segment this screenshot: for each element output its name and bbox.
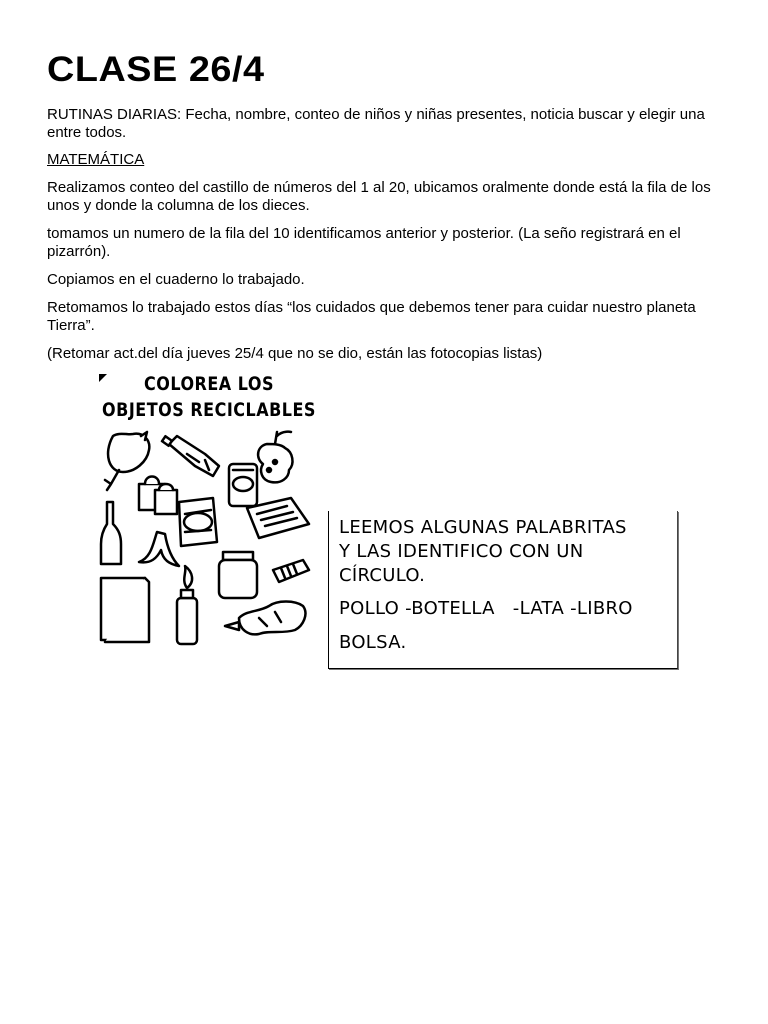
- apple-core-icon: [258, 432, 292, 483]
- box-line-words: POLLO -BOTELLA -LATA -LIBRO: [339, 598, 633, 619]
- worksheet-image: [99, 374, 319, 646]
- box-line-bolsa: BOLSA.: [339, 632, 407, 653]
- worksheet-title-line1: COLOREA LOS: [143, 372, 275, 395]
- worksheet-title-line2: OBJETOS RECICLABLES: [102, 398, 316, 421]
- jar-icon: [219, 552, 257, 598]
- banana-peel-icon: [139, 532, 179, 566]
- soda-can-icon: [229, 464, 257, 506]
- paragraph-retomar: (Retomar act.del día jueves 25/4 que no se dio, están las fotocopias listas): [47, 345, 543, 362]
- shopping-bags-icon: [139, 477, 177, 515]
- box-line-1: LEEMOS ALGUNAS PALABRITAS: [339, 517, 627, 538]
- reading-box: [328, 511, 678, 669]
- fish-bone-icon: [273, 560, 309, 582]
- chicken-leg-icon: [105, 432, 149, 490]
- lighter-icon: [177, 566, 197, 644]
- paragraph-tomamos: tomamos un numero de la fila del 10 identificamos anterior y posterior. (La seño registrará en el pizarrón).: [47, 225, 681, 260]
- section-heading-matematica: MATEMÁTICA: [47, 151, 145, 168]
- paragraph-copiamos: Copiamos en el cuaderno lo trabajado.: [47, 271, 305, 288]
- paragraph-rutinas: RUTINAS DIARIAS: Fecha, nombre, conteo de niños y niñas presentes, noticia buscar y elegir una entre todos.: [47, 106, 705, 141]
- glass-bottle-icon: [101, 502, 121, 564]
- paragraph-conteo: Realizamos conteo del castillo de números del 1 al 20, ubicamos oralmente donde está la fila de los unos y donde la columna de los dieces.: [47, 179, 711, 214]
- page-title: CLASE 26/4: [47, 50, 265, 89]
- box-line-3: CÍRCULO.: [339, 565, 426, 586]
- plastic-bottle-icon: [162, 436, 219, 476]
- crushed-bottle-icon: [225, 602, 305, 635]
- chips-bag-icon: [179, 498, 217, 546]
- book-icon: [101, 578, 149, 642]
- box-line-2: Y LAS IDENTIFICO CON UN: [339, 541, 584, 562]
- paragraph-retomamos: Retomamos lo trabajado estos días “los cuidados que debemos tener para cuidar nuestro planeta Tierra”.: [47, 299, 696, 334]
